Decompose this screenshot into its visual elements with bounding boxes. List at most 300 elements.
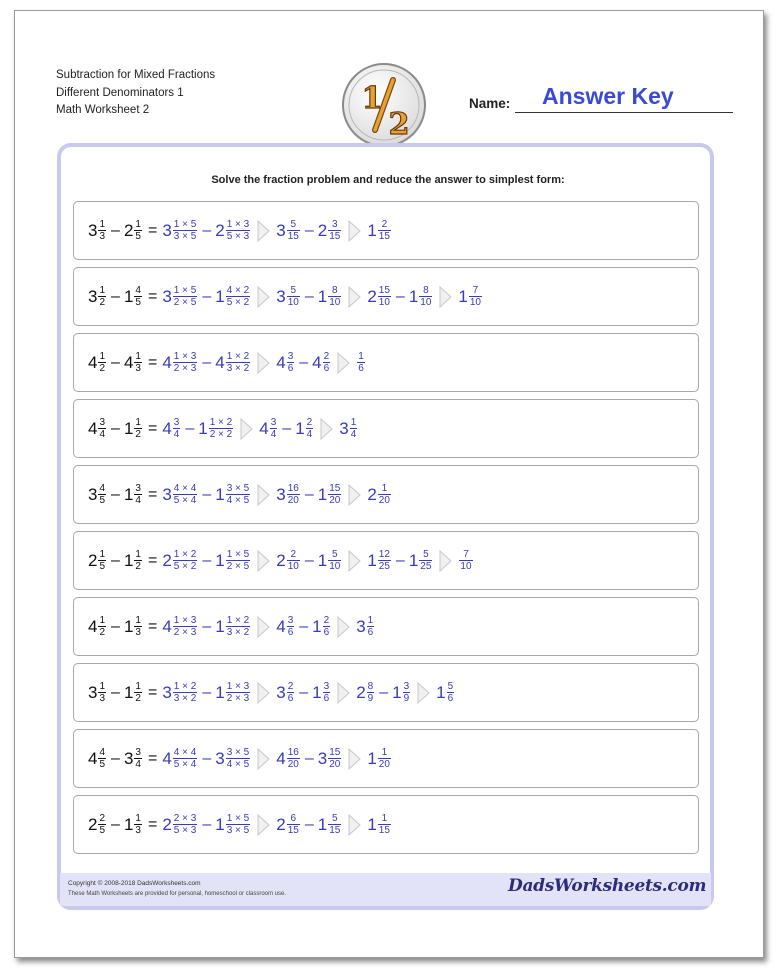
fraction [134, 285, 142, 308]
fraction [98, 549, 106, 572]
step-arrow-icon [348, 814, 361, 836]
header-line-1: Subtraction for Mixed Fractions [56, 69, 216, 81]
mixed-number [162, 747, 198, 770]
mixed-number [276, 219, 301, 242]
fraction [367, 681, 375, 704]
whole-part: 1 [367, 815, 377, 834]
minus-sign: – [304, 485, 314, 503]
mixed-number [124, 285, 143, 308]
mixed-number [409, 285, 434, 308]
fraction [328, 219, 341, 242]
denominator: 25 [378, 561, 390, 572]
whole-part: 1 [317, 815, 328, 834]
minus-sign: – [304, 287, 314, 305]
minus-sign: – [202, 551, 212, 569]
mixed-number [318, 483, 343, 506]
whole-part: 2 [88, 551, 98, 570]
answer-steps [162, 285, 483, 308]
whole-part: 3 [356, 617, 366, 636]
denominator: 3 [135, 825, 141, 836]
numerator: 1 [99, 681, 106, 692]
mixed-number [215, 483, 251, 506]
fraction [270, 417, 278, 440]
problem-row [73, 663, 699, 722]
mixed-number [88, 681, 107, 704]
fraction [98, 417, 106, 440]
problem-expression [88, 549, 474, 572]
numerator: 1 [135, 813, 141, 824]
denominator: 15 [287, 825, 299, 836]
problem-row [73, 333, 699, 392]
problem-row [73, 795, 699, 854]
problem-list [73, 201, 699, 861]
mixed-number [392, 681, 411, 704]
equals-sign: = [147, 485, 158, 503]
denominator: 5 × 2 [173, 561, 197, 572]
step-arrow-icon [257, 748, 270, 770]
numerator: 1 [381, 747, 388, 758]
mixed-number [124, 549, 143, 572]
whole-part: 1 [317, 485, 328, 504]
fraction [173, 615, 198, 638]
numerator: 4 [135, 285, 141, 296]
mixed-number [88, 615, 107, 638]
numerator: 5 [331, 813, 338, 824]
whole-part: 4 [123, 353, 134, 372]
mixed-number [215, 549, 251, 572]
whole-part: 4 [276, 617, 286, 636]
name-field[interactable] [515, 112, 733, 113]
numerator: 2 [381, 219, 388, 230]
minus-sign: – [395, 551, 405, 569]
whole-part: 1 [123, 287, 134, 306]
mixed-number [356, 615, 375, 638]
numerator: 2 [99, 813, 106, 824]
denominator: 20 [287, 495, 299, 506]
problem-expression [88, 351, 366, 374]
numerator: 3 × 5 [226, 747, 250, 758]
mixed-number [215, 351, 251, 374]
mixed-number [276, 549, 301, 572]
denominator: 4 [350, 429, 357, 440]
mixed-number [162, 417, 181, 440]
whole-part: 3 [339, 419, 349, 438]
mixed-number [162, 285, 198, 308]
numerator: 5 [331, 549, 338, 560]
dadsworksheets-logo[interactable]: DadsWorksheets.com [508, 876, 707, 896]
denominator: 15 [378, 825, 390, 836]
whole-part: 3 [162, 287, 172, 306]
fraction [226, 747, 251, 770]
mixed-number [162, 681, 198, 704]
problem-expression [88, 813, 392, 836]
mixed-number [276, 615, 295, 638]
fraction [367, 615, 375, 638]
whole-part: 3 [162, 485, 172, 504]
fraction [350, 417, 358, 440]
fraction [287, 747, 300, 770]
fraction [323, 681, 331, 704]
minus-sign: – [299, 353, 309, 371]
mixed-number [312, 351, 331, 374]
mixed-number [215, 813, 251, 836]
denominator: 6 [323, 627, 330, 638]
whole-part: 1 [215, 551, 225, 570]
answer-steps [162, 351, 365, 374]
equals-sign: = [147, 749, 158, 767]
denominator: 3 × 2 [173, 693, 197, 704]
numerator: 5 [290, 219, 297, 230]
numerator: 8 [331, 285, 338, 296]
numerator: 4 × 4 [173, 747, 197, 758]
denominator: 9 [403, 693, 410, 704]
problem-row [73, 465, 699, 524]
denominator: 3 [135, 363, 141, 374]
whole-part: 3 [123, 749, 134, 768]
minus-sign: – [111, 683, 120, 701]
mixed-number [198, 417, 234, 440]
minus-sign: – [304, 221, 314, 239]
fraction [173, 747, 198, 770]
fraction [419, 549, 432, 572]
whole-part: 1 [367, 749, 377, 768]
mixed-number [276, 747, 301, 770]
denominator: 6 [358, 363, 364, 374]
step-arrow-icon [257, 286, 270, 308]
whole-part: 2 [356, 683, 366, 702]
step-arrow-icon [257, 550, 270, 572]
fraction [226, 681, 251, 704]
answer-steps [162, 483, 392, 506]
denominator: 2 [135, 693, 141, 704]
whole-part: 3 [317, 749, 328, 768]
denominator: 5 × 3 [226, 231, 250, 242]
whole-part: 4 [88, 617, 98, 636]
numerator: 2 [323, 351, 330, 362]
numerator: 1 × 3 [226, 681, 250, 692]
fraction [173, 351, 198, 374]
step-arrow-icon [337, 352, 350, 374]
numerator: 3 [135, 483, 141, 494]
fraction [173, 681, 198, 704]
fraction [134, 813, 142, 836]
fraction [323, 615, 331, 638]
mixed-number [162, 483, 198, 506]
answer-steps [162, 681, 455, 704]
numerator: 15 [329, 747, 341, 758]
whole-part: 1 [215, 485, 225, 504]
problem-expression [88, 615, 375, 638]
step-arrow-icon [417, 682, 430, 704]
step-arrow-icon [240, 418, 253, 440]
mixed-number [124, 219, 143, 242]
fraction [328, 747, 341, 770]
denominator: 2 × 3 [173, 627, 197, 638]
whole-part: 1 [123, 485, 134, 504]
mixed-number [124, 747, 143, 770]
mixed-number [124, 483, 143, 506]
denominator: 6 [287, 627, 294, 638]
fraction [328, 285, 341, 308]
denominator: 2 × 2 [209, 429, 233, 440]
mixed-number [312, 615, 331, 638]
numerator: 12 [378, 549, 390, 560]
fraction [134, 219, 142, 242]
copyright-text: Copyright © 2008-2018 DadsWorksheets.com [68, 880, 201, 887]
whole-part: 1 [123, 551, 134, 570]
whole-part: 4 [88, 353, 98, 372]
fraction [98, 813, 106, 836]
whole-part: 1 [436, 683, 446, 702]
minus-sign: – [111, 353, 120, 371]
mixed-number [339, 417, 358, 440]
mixed-number [162, 813, 198, 836]
fraction [459, 549, 472, 572]
answer-key-title: Answer Key [542, 83, 674, 109]
denominator: 2 [99, 627, 106, 638]
problem-row [73, 267, 699, 326]
numerator: 3 [173, 417, 180, 428]
whole-part: 3 [276, 485, 286, 504]
numerator: 2 [287, 681, 294, 692]
fraction [226, 351, 251, 374]
fraction [134, 747, 142, 770]
numerator: 4 [99, 747, 106, 758]
numerator: 1 × 5 [226, 813, 250, 824]
denominator: 20 [329, 759, 341, 770]
denominator: 4 [99, 429, 106, 440]
fraction [173, 219, 198, 242]
numerator: 3 [403, 681, 410, 692]
name-label: Name: [469, 96, 511, 111]
minus-sign: – [299, 683, 309, 701]
equals-sign: = [147, 617, 158, 635]
fraction [98, 483, 106, 506]
numerator: 15 [329, 483, 341, 494]
numerator: 8 [367, 681, 374, 692]
fraction [378, 483, 391, 506]
numerator: 1 [367, 615, 374, 626]
mixed-number [124, 681, 143, 704]
denominator: 3 [135, 627, 141, 638]
fraction [134, 483, 142, 506]
numerator: 3 [135, 747, 141, 758]
denominator: 15 [329, 231, 341, 242]
denominator: 6 [323, 693, 330, 704]
mixed-number [312, 681, 331, 704]
fraction [378, 219, 391, 242]
mixed-number [295, 417, 314, 440]
whole-part: 1 [123, 815, 134, 834]
fraction [226, 483, 251, 506]
problem-expression [88, 681, 455, 704]
numerator: 1 [99, 549, 106, 560]
whole-part: 1 [367, 551, 377, 570]
mixed-number [367, 549, 392, 572]
whole-part: 4 [162, 419, 172, 438]
fraction [403, 681, 411, 704]
header-line-3: Math Worksheet 2 [56, 104, 150, 116]
numerator: 6 [290, 813, 297, 824]
numerator: 3 [323, 681, 330, 692]
whole-part: 2 [276, 815, 286, 834]
usage-notice: These Math Worksheets are provided for personal, homeschool or classroom use. [68, 891, 286, 897]
whole-part: 3 [88, 683, 98, 702]
whole-part: 4 [215, 353, 225, 372]
numerator: 2 [306, 417, 313, 428]
numerator: 4 × 4 [173, 483, 197, 494]
mixed-number [124, 351, 143, 374]
mixed-number [458, 285, 483, 308]
whole-part: 1 [312, 683, 322, 702]
whole-part: 1 [215, 683, 225, 702]
fraction [328, 549, 341, 572]
denominator: 5 [99, 825, 106, 836]
fraction [287, 483, 300, 506]
answer-steps [162, 747, 392, 770]
equals-sign: = [147, 551, 158, 569]
numerator: 1 [350, 417, 357, 428]
minus-sign: – [304, 749, 314, 767]
fraction [226, 285, 251, 308]
fraction [287, 549, 300, 572]
minus-sign: – [202, 749, 212, 767]
fraction [134, 351, 142, 374]
whole-part: 2 [317, 221, 328, 240]
denominator: 2 × 3 [173, 363, 197, 374]
denominator: 6 [287, 363, 294, 374]
fraction [378, 813, 391, 836]
emblem-numerator: 1 [361, 81, 383, 116]
whole-part: 4 [259, 419, 269, 438]
denominator: 10 [460, 561, 472, 572]
denominator: 20 [378, 759, 390, 770]
denominator: 5 [99, 495, 106, 506]
denominator: 10 [329, 297, 341, 308]
numerator: 1 [99, 351, 106, 362]
denominator: 6 [367, 627, 374, 638]
whole-part: 3 [88, 221, 98, 240]
fraction [134, 549, 142, 572]
step-arrow-icon [348, 550, 361, 572]
denominator: 4 [135, 759, 141, 770]
numerator: 15 [378, 285, 390, 296]
minus-sign: – [304, 815, 314, 833]
fraction [306, 417, 314, 440]
denominator: 5 × 4 [173, 495, 197, 506]
numerator: 5 [447, 681, 454, 692]
half-fraction-emblem [341, 62, 427, 148]
whole-part: 2 [162, 551, 172, 570]
whole-part: 2 [215, 221, 225, 240]
minus-sign: – [395, 287, 405, 305]
fraction [328, 813, 341, 836]
denominator: 3 [99, 231, 106, 242]
whole-part: 4 [162, 617, 172, 636]
denominator: 10 [329, 561, 341, 572]
minus-sign: – [202, 485, 212, 503]
mixed-number [88, 747, 107, 770]
mixed-number [276, 285, 301, 308]
denominator: 3 × 5 [173, 231, 197, 242]
step-arrow-icon [348, 286, 361, 308]
step-arrow-icon [348, 484, 361, 506]
step-arrow-icon [337, 682, 350, 704]
whole-part: 2 [88, 815, 98, 834]
fraction [287, 285, 300, 308]
answer-steps [162, 813, 392, 836]
step-arrow-icon [439, 550, 452, 572]
denominator: 4 [306, 429, 313, 440]
fraction [173, 549, 198, 572]
numerator: 1 × 2 [173, 549, 197, 560]
step-arrow-icon [257, 220, 270, 242]
fraction [287, 681, 295, 704]
denominator: 2 [99, 297, 106, 308]
numerator: 4 [99, 483, 106, 494]
denominator: 5 × 2 [226, 297, 250, 308]
denominator: 6 [447, 693, 454, 704]
mixed-number [356, 681, 375, 704]
denominator: 4 × 5 [226, 759, 250, 770]
denominator: 4 [270, 429, 277, 440]
fraction [134, 417, 142, 440]
problem-expression [88, 417, 358, 440]
whole-part: 1 [123, 419, 134, 438]
mixed-number [458, 549, 473, 572]
mixed-number [367, 483, 392, 506]
mixed-number [215, 219, 251, 242]
denominator: 10 [378, 297, 390, 308]
step-arrow-icon [439, 286, 452, 308]
numerator: 3 [99, 417, 106, 428]
numerator: 1 [381, 813, 388, 824]
denominator: 2 × 3 [226, 693, 250, 704]
equals-sign: = [147, 221, 158, 239]
problem-expression [88, 483, 392, 506]
minus-sign: – [111, 815, 120, 833]
numerator: 5 [423, 549, 429, 560]
fraction [287, 813, 300, 836]
numerator: 1 × 2 [173, 681, 197, 692]
whole-part: 2 [367, 287, 377, 306]
fraction [469, 285, 482, 308]
minus-sign: – [111, 749, 120, 767]
mixed-number [276, 351, 295, 374]
denominator: 5 × 3 [173, 825, 197, 836]
instructions: Solve the fraction problem and reduce the answer to simplest form: [211, 174, 565, 186]
denominator: 2 × 5 [226, 561, 250, 572]
problem-expression [88, 285, 483, 308]
fraction [98, 615, 106, 638]
numerator: 1 × 5 [226, 549, 250, 560]
numerator: 4 × 2 [226, 285, 250, 296]
problem-expression [88, 219, 392, 242]
whole-part: 2 [123, 221, 134, 240]
whole-part: 1 [408, 551, 419, 570]
whole-part: 4 [276, 749, 286, 768]
whole-part: 3 [88, 485, 98, 504]
mixed-number [367, 285, 392, 308]
whole-part: 1 [312, 617, 322, 636]
denominator: 10 [420, 297, 432, 308]
step-arrow-icon [257, 352, 270, 374]
whole-part: 1 [317, 287, 328, 306]
numerator: 1 [358, 351, 364, 362]
fraction [173, 285, 198, 308]
minus-sign: – [111, 617, 120, 635]
denominator: 15 [329, 825, 341, 836]
